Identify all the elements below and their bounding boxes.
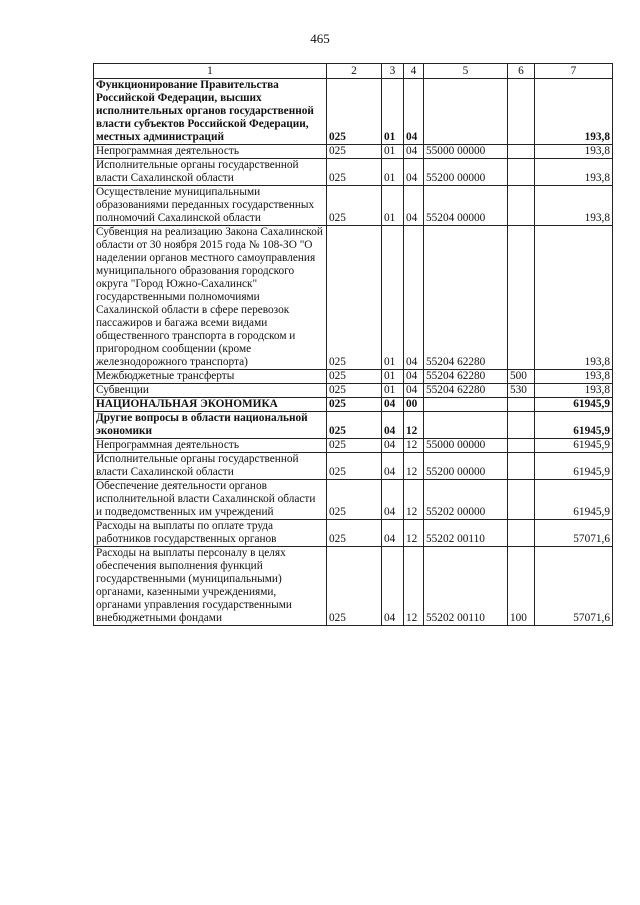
row-target-article: 55000 00000 — [424, 145, 508, 159]
table-row — [94, 79, 613, 145]
row-expense-type — [508, 145, 535, 159]
row-section: 01 — [382, 370, 404, 384]
row-expense-type — [508, 79, 535, 145]
row-admin-code: 025 — [327, 186, 382, 226]
col-header-5: 5 — [424, 64, 508, 79]
row-section: 01 — [382, 384, 404, 398]
row-admin-code: 025 — [327, 145, 382, 159]
row-target-article: 55204 62280 — [424, 226, 508, 370]
row-name: Обеспечение деятельности органов исполнительной власти Сахалинской области и подведомственных им учреждений — [94, 480, 327, 520]
row-name: Непрограммная деятельность — [94, 145, 327, 159]
row-subsection: 12 — [404, 439, 424, 453]
row-subsection: 04 — [404, 159, 424, 186]
row-admin-code: 025 — [327, 547, 382, 626]
row-amount: 193,8 — [535, 145, 613, 159]
row-amount: 193,8 — [535, 370, 613, 384]
table-row — [94, 439, 613, 453]
row-subsection: 12 — [404, 547, 424, 626]
row-expense-type — [508, 520, 535, 547]
col-header-1: 1 — [94, 64, 327, 79]
row-amount: 57071,6 — [535, 520, 613, 547]
row-amount: 61945,9 — [535, 480, 613, 520]
row-expense-type — [508, 453, 535, 480]
row-amount: 57071,6 — [535, 547, 613, 626]
table-row — [94, 398, 613, 412]
row-subsection: 04 — [404, 384, 424, 398]
row-expense-type — [508, 398, 535, 412]
header-row — [94, 64, 613, 79]
row-expense-type — [508, 226, 535, 370]
row-subsection: 12 — [404, 520, 424, 547]
row-expense-type — [508, 186, 535, 226]
row-name: Межбюджетные трансферты — [94, 370, 327, 384]
row-name: Расходы на выплаты персоналу в целях обеспечения выполнения функций государственными (муниципальными) органами, казенными учреждениями, органами управления государственными внебюджетными фондами — [94, 547, 327, 626]
row-expense-type — [508, 159, 535, 186]
row-name: Исполнительные органы государственной власти Сахалинской области — [94, 159, 327, 186]
row-amount: 193,8 — [535, 226, 613, 370]
col-header-2: 2 — [327, 64, 382, 79]
table-row — [94, 480, 613, 520]
row-subsection: 04 — [404, 226, 424, 370]
row-section: 01 — [382, 226, 404, 370]
row-expense-type — [508, 439, 535, 453]
table-row — [94, 520, 613, 547]
col-header-3: 3 — [382, 64, 404, 79]
table-row — [94, 384, 613, 398]
row-section: 01 — [382, 159, 404, 186]
row-amount: 61945,9 — [535, 398, 613, 412]
row-expense-type — [508, 412, 535, 439]
row-name: Расходы на выплаты по оплате труда работников государственных органов — [94, 520, 327, 547]
row-admin-code: 025 — [327, 453, 382, 480]
row-section: 01 — [382, 186, 404, 226]
table-row — [94, 159, 613, 186]
row-amount: 61945,9 — [535, 412, 613, 439]
table-row — [94, 226, 613, 370]
row-section: 04 — [382, 453, 404, 480]
row-admin-code: 025 — [327, 384, 382, 398]
row-section: 04 — [382, 520, 404, 547]
row-subsection: 04 — [404, 79, 424, 145]
row-name: Функционирование Правительства Российской Федерации, высших исполнительных органов государственной власти субъектов Российской Федерации, местных администраций — [94, 79, 327, 145]
row-subsection: 00 — [404, 398, 424, 412]
row-admin-code: 025 — [327, 226, 382, 370]
row-amount: 61945,9 — [535, 453, 613, 480]
row-target-article: 55204 00000 — [424, 186, 508, 226]
row-target-article — [424, 398, 508, 412]
row-section: 01 — [382, 79, 404, 145]
row-target-article: 55200 00000 — [424, 159, 508, 186]
row-expense-type — [508, 480, 535, 520]
row-target-article: 55200 00000 — [424, 453, 508, 480]
row-name: Субвенция на реализацию Закона Сахалинской области от 30 ноября 2015 года № 108-ЗО "О наделении органов местного самоуправления муниципального образования городского округа "Город Южно-Сахалинск" государственными полномочиями Сахалинской области в сфере перевозок пассажиров и багажа всеми видами общественного транспорта в городском и пригородном сообщении (кроме железнодорожного транспорта) — [94, 226, 327, 370]
budget-table — [93, 63, 613, 626]
row-subsection: 04 — [404, 370, 424, 384]
row-expense-type: 530 — [508, 384, 535, 398]
row-section: 01 — [382, 145, 404, 159]
row-admin-code: 025 — [327, 439, 382, 453]
row-name: Осуществление муниципальными образованиями переданных государственных полномочий Сахалинской области — [94, 186, 327, 226]
row-name: Другие вопросы в области национальной экономики — [94, 412, 327, 439]
row-target-article — [424, 79, 508, 145]
page-number: 465 — [310, 31, 330, 46]
col-header-4: 4 — [404, 64, 424, 79]
row-subsection: 04 — [404, 186, 424, 226]
row-target-article: 55000 00000 — [424, 439, 508, 453]
row-target-article: 55202 00110 — [424, 547, 508, 626]
row-target-article: 55204 62280 — [424, 384, 508, 398]
row-section: 04 — [382, 398, 404, 412]
row-expense-type: 500 — [508, 370, 535, 384]
row-subsection: 04 — [404, 145, 424, 159]
row-name: Субвенции — [94, 384, 327, 398]
row-admin-code: 025 — [327, 370, 382, 384]
row-section: 04 — [382, 439, 404, 453]
col-header-6: 6 — [508, 64, 535, 79]
row-admin-code: 025 — [327, 79, 382, 145]
row-target-article: 55202 00000 — [424, 480, 508, 520]
table-row — [94, 412, 613, 439]
row-amount: 61945,9 — [535, 439, 613, 453]
row-admin-code: 025 — [327, 159, 382, 186]
row-section: 04 — [382, 547, 404, 626]
table-row — [94, 370, 613, 384]
table-row — [94, 453, 613, 480]
table-row — [94, 145, 613, 159]
row-target-article: 55202 00110 — [424, 520, 508, 547]
row-section: 04 — [382, 412, 404, 439]
table-row — [94, 186, 613, 226]
row-target-article — [424, 412, 508, 439]
row-amount: 193,8 — [535, 159, 613, 186]
row-amount: 193,8 — [535, 186, 613, 226]
row-amount: 193,8 — [535, 79, 613, 145]
col-header-7: 7 — [535, 64, 613, 79]
row-admin-code: 025 — [327, 412, 382, 439]
row-expense-type: 100 — [508, 547, 535, 626]
row-name: НАЦИОНАЛЬНАЯ ЭКОНОМИКА — [94, 398, 327, 412]
row-section: 04 — [382, 480, 404, 520]
row-subsection: 12 — [404, 453, 424, 480]
row-amount: 193,8 — [535, 384, 613, 398]
row-admin-code: 025 — [327, 398, 382, 412]
row-name: Непрограммная деятельность — [94, 439, 327, 453]
row-admin-code: 025 — [327, 520, 382, 547]
row-target-article: 55204 62280 — [424, 370, 508, 384]
row-admin-code: 025 — [327, 480, 382, 520]
table-row — [94, 547, 613, 626]
row-name: Исполнительные органы государственной власти Сахалинской области — [94, 453, 327, 480]
row-subsection: 12 — [404, 412, 424, 439]
row-subsection: 12 — [404, 480, 424, 520]
